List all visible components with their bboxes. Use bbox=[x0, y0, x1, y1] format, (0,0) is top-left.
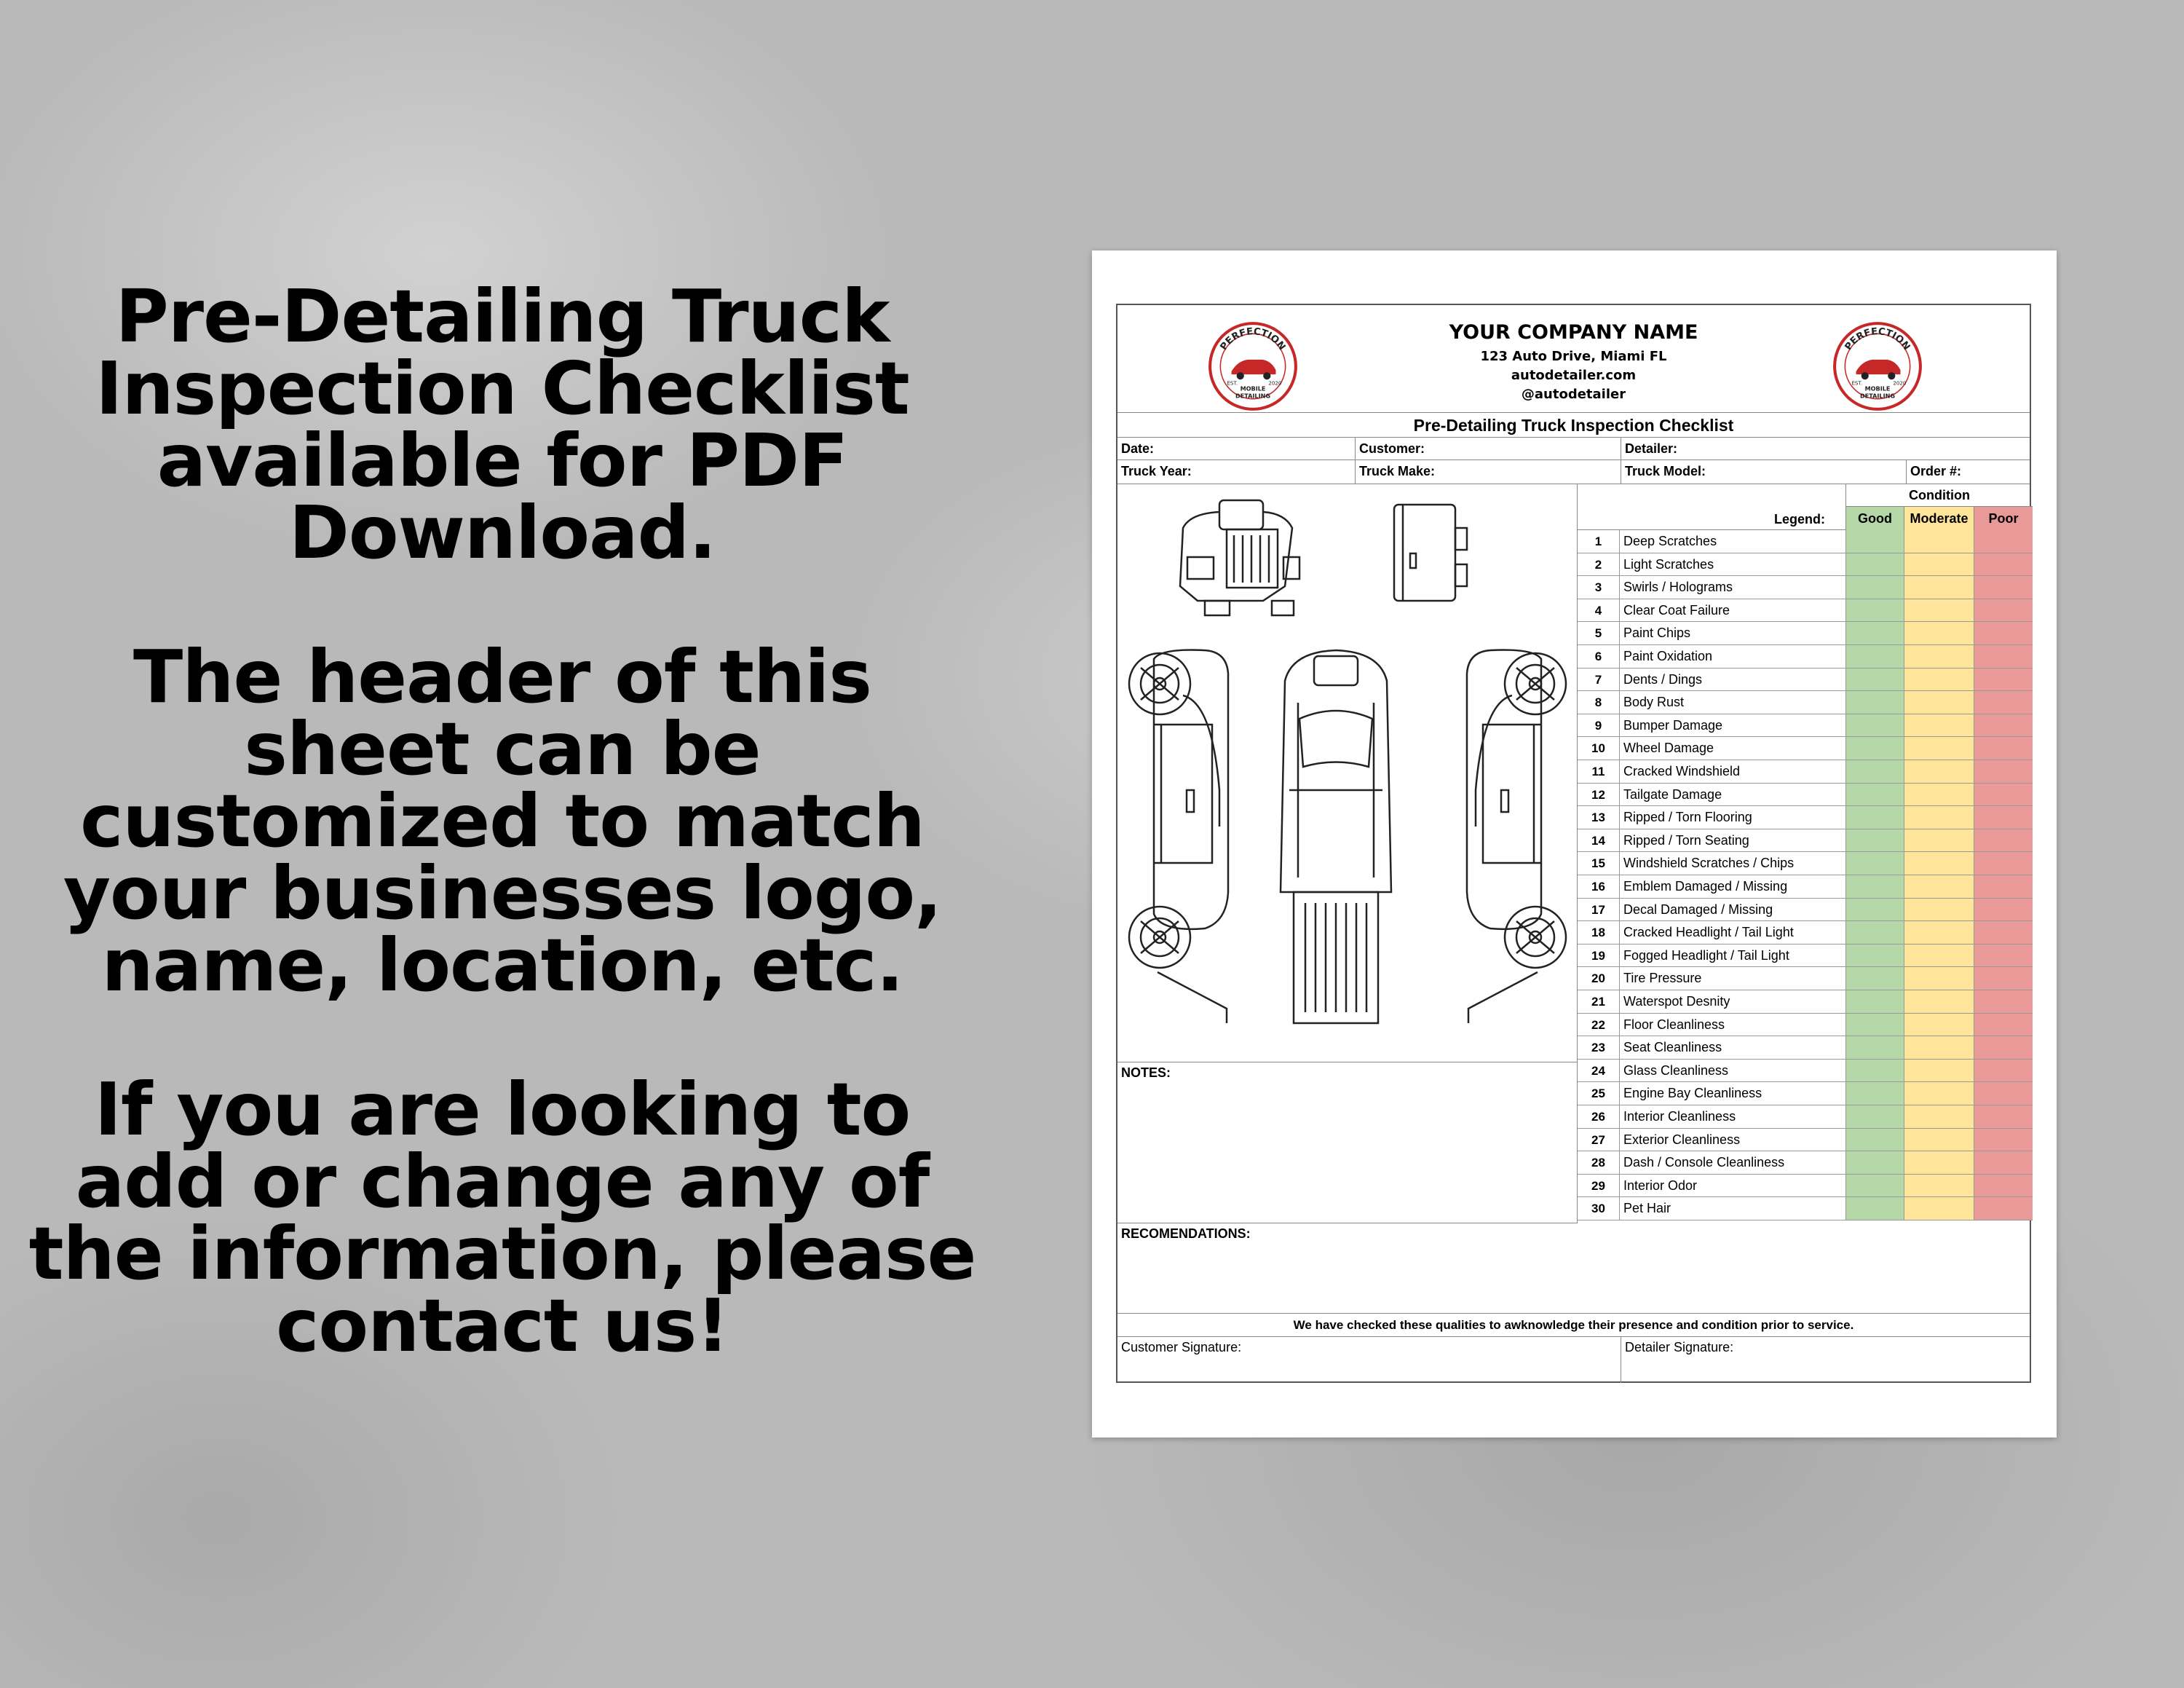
truck-front-view bbox=[1180, 500, 1299, 615]
legend-item-row bbox=[1578, 691, 2033, 714]
legend-item-number: 10 bbox=[1578, 737, 1620, 760]
moderate-checkbox[interactable] bbox=[1904, 1082, 1974, 1105]
moderate-checkbox[interactable] bbox=[1904, 1151, 1974, 1174]
legend-item-label: Tailgate Damage bbox=[1623, 786, 1722, 802]
legend-item-label: Wheel Damage bbox=[1623, 741, 1714, 756]
moderate-checkbox[interactable] bbox=[1904, 599, 1974, 622]
poor-checkbox[interactable] bbox=[1974, 967, 2033, 990]
truck-year-field[interactable]: Truck Year: bbox=[1117, 460, 1356, 484]
moderate-checkbox[interactable] bbox=[1904, 852, 1974, 875]
legend-item-number: 29 bbox=[1578, 1175, 1620, 1197]
order-number-field[interactable]: Order #: bbox=[1910, 464, 1962, 478]
legend-item-label: Fogged Headlight / Tail Light bbox=[1623, 947, 1789, 963]
legend-item-label: Ripped / Torn Flooring bbox=[1623, 810, 1752, 825]
legend-item-row bbox=[1578, 1014, 2033, 1037]
good-checkbox[interactable] bbox=[1845, 760, 1904, 783]
legend-item-row bbox=[1578, 599, 2033, 623]
legend-item-number: 24 bbox=[1578, 1060, 1620, 1082]
legend-item-number: 17 bbox=[1578, 899, 1620, 921]
good-checkbox[interactable] bbox=[1845, 1175, 1904, 1197]
legend-item-label: Swirls / Holograms bbox=[1623, 580, 1733, 595]
legend-item-label: Paint Chips bbox=[1623, 626, 1691, 641]
good-checkbox[interactable] bbox=[1845, 875, 1904, 898]
poor-checkbox[interactable] bbox=[1974, 829, 2033, 852]
svg-text:2020: 2020 bbox=[1893, 379, 1907, 387]
legend-item-label: Windshield Scratches / Chips bbox=[1623, 856, 1795, 871]
legend-item-label: Dash / Console Cleanliness bbox=[1623, 1155, 1785, 1170]
svg-text:DETAILING: DETAILING bbox=[1235, 392, 1271, 400]
legend-item-number: 23 bbox=[1578, 1036, 1620, 1059]
good-checkbox[interactable] bbox=[1845, 714, 1904, 737]
good-checkbox[interactable] bbox=[1845, 806, 1904, 829]
legend-item-label: Interior Odor bbox=[1623, 1178, 1698, 1193]
moderate-checkbox[interactable] bbox=[1904, 1175, 1974, 1197]
legend-item-label: Exterior Cleanliness bbox=[1623, 1132, 1741, 1147]
condition-header: Condition bbox=[1845, 484, 2033, 507]
poor-checkbox[interactable] bbox=[1974, 576, 2033, 599]
company-name: YOUR COMPANY NAME bbox=[1449, 321, 1698, 344]
logo-arc-text: PERFECTION bbox=[1843, 326, 1912, 352]
good-checkbox[interactable] bbox=[1845, 553, 1904, 576]
good-checkbox[interactable] bbox=[1845, 1014, 1904, 1036]
poor-checkbox[interactable] bbox=[1974, 530, 2033, 553]
moderate-checkbox[interactable] bbox=[1904, 576, 1974, 599]
legend-item-row bbox=[1578, 1082, 2033, 1105]
legend-item-label: Deep Scratches bbox=[1623, 534, 1717, 548]
legend-item-row bbox=[1578, 875, 2033, 899]
legend-item-number: 26 bbox=[1578, 1105, 1620, 1128]
poor-checkbox[interactable] bbox=[1974, 806, 2033, 829]
truck-diagram bbox=[1117, 484, 1578, 1062]
legend-item-number: 25 bbox=[1578, 1082, 1620, 1105]
good-checkbox[interactable] bbox=[1845, 599, 1904, 622]
svg-text:2020: 2020 bbox=[1268, 379, 1282, 387]
moderate-checkbox[interactable] bbox=[1904, 944, 1974, 967]
customer-signature-field[interactable] bbox=[1117, 1337, 1621, 1383]
moderate-checkbox[interactable] bbox=[1904, 553, 1974, 576]
moderate-checkbox[interactable] bbox=[1904, 714, 1974, 737]
acknowledgement-text: We have checked these qualities to awknowledge their presence and condition prior to service. bbox=[1117, 1314, 2030, 1337]
legend-item-row bbox=[1578, 1129, 2033, 1152]
legend-item-row bbox=[1578, 1105, 2033, 1129]
legend-item-row bbox=[1578, 1197, 2033, 1220]
truck-make-field[interactable]: Truck Make: bbox=[1356, 460, 1621, 484]
customer-signature-label: Customer Signature: bbox=[1121, 1340, 1242, 1354]
company-logo-right bbox=[1829, 318, 1926, 414]
moderate-checkbox[interactable] bbox=[1904, 760, 1974, 783]
good-checkbox[interactable] bbox=[1845, 829, 1904, 852]
good-checkbox[interactable] bbox=[1845, 899, 1904, 921]
poor-checkbox[interactable] bbox=[1974, 714, 2033, 737]
legend-item-number: 30 bbox=[1578, 1197, 1620, 1220]
legend-item-row bbox=[1578, 1175, 2033, 1198]
legend-item-row bbox=[1578, 852, 2033, 875]
poor-checkbox[interactable] bbox=[1974, 669, 2033, 691]
truck-right-side bbox=[1467, 650, 1566, 1024]
info-row-1 bbox=[1117, 438, 2030, 460]
legend-item-row bbox=[1578, 806, 2033, 829]
moderate-checkbox[interactable] bbox=[1904, 784, 1974, 806]
sheet-title: Pre-Detailing Truck Inspection Checklist bbox=[1117, 413, 2030, 438]
legend-item-number: 11 bbox=[1578, 760, 1620, 783]
poor-checkbox[interactable] bbox=[1974, 1151, 2033, 1174]
legend-item-number: 8 bbox=[1578, 691, 1620, 714]
svg-text:MOBILE: MOBILE bbox=[1240, 384, 1266, 393]
good-checkbox[interactable] bbox=[1845, 576, 1904, 599]
poor-checkbox[interactable] bbox=[1974, 1175, 2033, 1197]
legend-item-number: 12 bbox=[1578, 784, 1620, 806]
logo-arc-text: PERFECTION bbox=[1218, 326, 1288, 352]
notes-label: NOTES: bbox=[1121, 1065, 1171, 1080]
legend-item-row bbox=[1578, 899, 2033, 922]
poor-checkbox[interactable] bbox=[1974, 737, 2033, 760]
legend-item-label: Body Rust bbox=[1623, 695, 1685, 710]
moderate-checkbox[interactable] bbox=[1904, 737, 1974, 760]
legend-item-row bbox=[1578, 530, 2033, 553]
good-checkbox[interactable] bbox=[1845, 990, 1904, 1013]
legend-item-label: Light Scratches bbox=[1623, 556, 1714, 572]
condition-legend-table bbox=[1578, 484, 2033, 1223]
legend-item-number: 21 bbox=[1578, 990, 1620, 1013]
date-field[interactable]: Date: bbox=[1117, 438, 1356, 460]
legend-item-label: Glass Cleanliness bbox=[1623, 1062, 1729, 1078]
poor-checkbox[interactable] bbox=[1974, 645, 2033, 668]
moderate-checkbox[interactable] bbox=[1904, 1014, 1974, 1036]
legend-item-label: Interior Cleanliness bbox=[1623, 1109, 1736, 1124]
legend-item-row bbox=[1578, 760, 2033, 784]
company-address: 123 Auto Drive, Miami FL bbox=[1480, 349, 1667, 364]
moderate-checkbox[interactable] bbox=[1904, 1036, 1974, 1059]
legend-item-label: Dents / Dings bbox=[1623, 671, 1703, 687]
legend-item-label: Floor Cleanliness bbox=[1623, 1017, 1725, 1032]
legend-item-number: 1 bbox=[1578, 530, 1620, 553]
info-row-2 bbox=[1117, 460, 2030, 484]
legend-item-number: 28 bbox=[1578, 1151, 1620, 1174]
recommendations-box[interactable] bbox=[1117, 1223, 2030, 1314]
good-checkbox[interactable] bbox=[1845, 622, 1904, 644]
svg-text:EST.: EST. bbox=[1227, 379, 1238, 387]
legend-item-row bbox=[1578, 576, 2033, 599]
recommendations-label: RECOMENDATIONS: bbox=[1121, 1226, 1251, 1241]
legend-item-label: Emblem Damaged / Missing bbox=[1623, 879, 1788, 894]
detailer-field[interactable]: Detailer: bbox=[1625, 441, 1678, 456]
legend-item-number: 20 bbox=[1578, 967, 1620, 990]
legend-item-number: 19 bbox=[1578, 944, 1620, 967]
poor-checkbox[interactable] bbox=[1974, 1060, 2033, 1082]
poor-column-header: Poor bbox=[1974, 507, 2033, 530]
legend-item-row bbox=[1578, 921, 2033, 944]
legend-item-row bbox=[1578, 944, 2033, 968]
legend-item-row bbox=[1578, 1151, 2033, 1175]
promo-headline: Pre-Detailing Truck Inspection Checklist available for PDF Download. bbox=[95, 274, 909, 575]
legend-item-label: Seat Cleanliness bbox=[1623, 1040, 1722, 1055]
legend-item-number: 4 bbox=[1578, 599, 1620, 622]
legend-item-number: 6 bbox=[1578, 645, 1620, 668]
poor-checkbox[interactable] bbox=[1974, 921, 2033, 944]
poor-checkbox[interactable] bbox=[1974, 1036, 2033, 1059]
good-checkbox[interactable] bbox=[1845, 645, 1904, 668]
moderate-checkbox[interactable] bbox=[1904, 829, 1974, 852]
legend-item-label: Cracked Headlight / Tail Light bbox=[1623, 925, 1794, 940]
poor-checkbox[interactable] bbox=[1974, 990, 2033, 1013]
poor-checkbox[interactable] bbox=[1974, 599, 2033, 622]
poor-checkbox[interactable] bbox=[1974, 1082, 2033, 1105]
good-checkbox[interactable] bbox=[1845, 737, 1904, 760]
good-checkbox[interactable] bbox=[1845, 967, 1904, 990]
truck-top-view bbox=[1281, 650, 1391, 1023]
truck-left-side bbox=[1129, 650, 1228, 1024]
company-website: autodetailer.com bbox=[1511, 368, 1637, 383]
promo-contact-note: If you are looking to add or change any of the information, please contact us! bbox=[28, 1067, 976, 1368]
legend-item-label: Cracked Windshield bbox=[1623, 764, 1741, 778]
legend-item-row bbox=[1578, 990, 2033, 1014]
moderate-checkbox[interactable] bbox=[1904, 1060, 1974, 1082]
customer-field[interactable]: Customer: bbox=[1356, 438, 1621, 460]
legend-item-number: 13 bbox=[1578, 806, 1620, 829]
legend-item-row bbox=[1578, 737, 2033, 760]
promo-customize-note: The header of this sheet can be customized to match your businesses logo, name, location, etc. bbox=[63, 634, 942, 1008]
legend-item-label: Pet Hair bbox=[1623, 1201, 1671, 1216]
good-checkbox[interactable] bbox=[1845, 944, 1904, 967]
moderate-checkbox[interactable] bbox=[1904, 1197, 1974, 1220]
poor-checkbox[interactable] bbox=[1974, 852, 2033, 875]
legend-header-row bbox=[1578, 507, 2033, 530]
poor-checkbox[interactable] bbox=[1974, 553, 2033, 576]
good-checkbox[interactable] bbox=[1845, 530, 1904, 553]
legend-item-row bbox=[1578, 622, 2033, 645]
legend-item-number: 15 bbox=[1578, 852, 1620, 875]
legend-item-label: Engine Bay Cleanliness bbox=[1623, 1086, 1762, 1101]
legend-item-label: Decal Damaged / Missing bbox=[1623, 902, 1773, 917]
legend-item-number: 2 bbox=[1578, 553, 1620, 576]
legend-item-row bbox=[1578, 967, 2033, 990]
good-checkbox[interactable] bbox=[1845, 921, 1904, 944]
moderate-column-header: Moderate bbox=[1904, 507, 1974, 530]
svg-text:EST.: EST. bbox=[1851, 379, 1863, 387]
poor-checkbox[interactable] bbox=[1974, 1197, 2033, 1220]
poor-checkbox[interactable] bbox=[1974, 691, 2033, 714]
moderate-checkbox[interactable] bbox=[1904, 967, 1974, 990]
good-checkbox[interactable] bbox=[1845, 1036, 1904, 1059]
legend-item-label: Bumper Damage bbox=[1623, 717, 1723, 733]
poor-checkbox[interactable] bbox=[1974, 784, 2033, 806]
checklist-page bbox=[1092, 251, 2057, 1437]
detailer-signature-field[interactable] bbox=[1621, 1337, 2031, 1383]
poor-checkbox[interactable] bbox=[1974, 1105, 2033, 1128]
sheet-header bbox=[1117, 305, 2030, 413]
svg-text:DETAILING: DETAILING bbox=[1859, 392, 1896, 400]
good-checkbox[interactable] bbox=[1845, 1105, 1904, 1128]
poor-checkbox[interactable] bbox=[1974, 1129, 2033, 1151]
legend-item-row bbox=[1578, 714, 2033, 738]
poor-checkbox[interactable] bbox=[1974, 1014, 2033, 1036]
svg-text:MOBILE: MOBILE bbox=[1864, 384, 1891, 393]
moderate-checkbox[interactable] bbox=[1904, 1129, 1974, 1151]
moderate-checkbox[interactable] bbox=[1904, 899, 1974, 921]
moderate-checkbox[interactable] bbox=[1904, 691, 1974, 714]
notes-box[interactable] bbox=[1117, 1062, 1578, 1223]
poor-checkbox[interactable] bbox=[1974, 760, 2033, 783]
truck-model-field[interactable]: Truck Model: bbox=[1621, 460, 1907, 484]
moderate-checkbox[interactable] bbox=[1904, 530, 1974, 553]
poor-checkbox[interactable] bbox=[1974, 944, 2033, 967]
poor-checkbox[interactable] bbox=[1974, 875, 2033, 898]
good-checkbox[interactable] bbox=[1845, 1197, 1904, 1220]
detailer-signature-label: Detailer Signature: bbox=[1625, 1340, 1734, 1354]
good-checkbox[interactable] bbox=[1845, 852, 1904, 875]
legend-item-label: Ripped / Torn Seating bbox=[1623, 832, 1749, 848]
moderate-checkbox[interactable] bbox=[1904, 1105, 1974, 1128]
moderate-checkbox[interactable] bbox=[1904, 875, 1974, 898]
legend-item-number: 22 bbox=[1578, 1014, 1620, 1036]
moderate-checkbox[interactable] bbox=[1904, 921, 1974, 944]
moderate-checkbox[interactable] bbox=[1904, 622, 1974, 644]
legend-item-label: Waterspot Desnity bbox=[1623, 994, 1730, 1009]
legend-item-row bbox=[1578, 784, 2033, 807]
good-checkbox[interactable] bbox=[1845, 784, 1904, 806]
good-checkbox[interactable] bbox=[1845, 1151, 1904, 1174]
good-checkbox[interactable] bbox=[1845, 1129, 1904, 1151]
promo-text bbox=[15, 274, 990, 1368]
legend-item-row bbox=[1578, 829, 2033, 853]
good-checkbox[interactable] bbox=[1845, 691, 1904, 714]
moderate-checkbox[interactable] bbox=[1904, 990, 1974, 1013]
legend-item-number: 7 bbox=[1578, 669, 1620, 691]
good-column-header: Good bbox=[1845, 507, 1904, 530]
good-checkbox[interactable] bbox=[1845, 1060, 1904, 1082]
legend-item-label: Clear Coat Failure bbox=[1623, 602, 1730, 618]
poor-checkbox[interactable] bbox=[1974, 899, 2033, 921]
good-checkbox[interactable] bbox=[1845, 669, 1904, 691]
moderate-checkbox[interactable] bbox=[1904, 806, 1974, 829]
legend-item-number: 14 bbox=[1578, 829, 1620, 852]
poor-checkbox[interactable] bbox=[1974, 622, 2033, 644]
legend-item-number: 9 bbox=[1578, 714, 1620, 737]
legend-item-number: 18 bbox=[1578, 921, 1620, 944]
legend-item-number: 3 bbox=[1578, 576, 1620, 599]
legend-item-label: Paint Oxidation bbox=[1623, 649, 1713, 663]
company-handle: @autodetailer bbox=[1521, 387, 1626, 402]
legend-item-label: Tire Pressure bbox=[1623, 971, 1702, 986]
legend-item-row bbox=[1578, 1060, 2033, 1083]
legend-item-row bbox=[1578, 669, 2033, 692]
legend-item-row bbox=[1578, 1036, 2033, 1060]
legend-item-row bbox=[1578, 553, 2033, 577]
legend-item-number: 16 bbox=[1578, 875, 1620, 898]
moderate-checkbox[interactable] bbox=[1904, 669, 1974, 691]
legend-item-number: 27 bbox=[1578, 1129, 1620, 1151]
good-checkbox[interactable] bbox=[1845, 1082, 1904, 1105]
moderate-checkbox[interactable] bbox=[1904, 645, 1974, 668]
legend-item-row bbox=[1578, 645, 2033, 669]
truck-outline-drawing bbox=[1117, 484, 1578, 1062]
checklist-sheet bbox=[1116, 304, 2031, 1383]
truck-rear-view bbox=[1394, 505, 1467, 601]
legend-label: Legend: bbox=[1774, 512, 1825, 526]
legend-item-number: 5 bbox=[1578, 622, 1620, 644]
